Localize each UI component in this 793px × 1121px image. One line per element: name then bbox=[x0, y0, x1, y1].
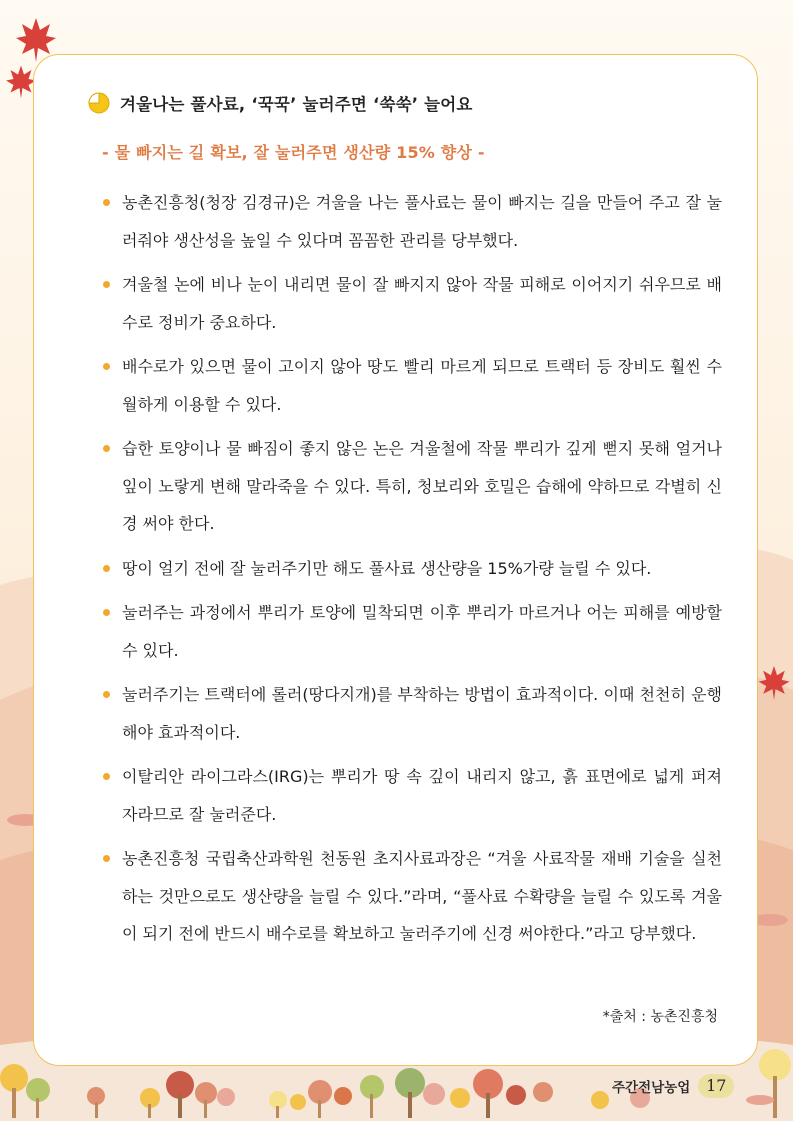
list-item: 눌러주기는 트랙터에 롤러(땅다지개)를 부착하는 방법이 효과적이다. 이때 천천히 운행해야 효과적이다. bbox=[102, 676, 722, 751]
list-item: 농촌진흥청 국립축산과학원 천동원 초지사료과장은 “겨울 사료작물 재배 기술을 실천하는 것만으로도 생산량을 늘릴 수 있다.”라며, “풀사료 수확량을 늘릴 수 있도록 겨울이 되기 전에 반드시 배수로를 확보하고 눌러주기에 신경 써야한다.”라고 당부했다. bbox=[102, 840, 722, 953]
list-item: 농촌진흥청(청장 김경규)은 겨울을 나는 풀사료는 물이 빠지는 길을 만들어 주고 잘 눌러줘야 생산성을 높일 수 있다며 꼼꼼한 관리를 당부했다. bbox=[102, 184, 722, 259]
maple-leaf-icon bbox=[757, 664, 791, 702]
page-number: 17 bbox=[698, 1074, 734, 1098]
article-heading bbox=[88, 87, 473, 119]
bullet-list bbox=[102, 184, 722, 960]
list-item: 겨울철 논에 비나 눈이 내리면 물이 잘 빠지지 않아 작물 피해로 이어지기 쉬우므로 배수로 정비가 중요하다. bbox=[102, 266, 722, 341]
page-footer bbox=[612, 1071, 734, 1101]
publication-name: 주간전남농업 bbox=[612, 1080, 691, 1096]
list-item: 눌러주는 과정에서 뿌리가 토양에 밀착되면 이후 뿌리가 마르거나 어는 피해를 예방할 수 있다. bbox=[102, 594, 722, 669]
article-title: 겨울나는 풀사료, ‘꾹꾹’ 눌러주면 ‘쑥쑥’ 늘어요 bbox=[120, 95, 473, 114]
list-item: 이탈리안 라이그라스(IRG)는 뿌리가 땅 속 깊이 내리지 않고, 흙 표면에로 넓게 퍼져 자라므로 잘 눌러준다. bbox=[102, 758, 722, 833]
list-item: 땅이 얼기 전에 잘 눌러주기만 해도 풀사료 생산량을 15%가량 늘릴 수 있다. bbox=[102, 550, 722, 588]
article-subtitle: - 물 빠지는 길 확보, 잘 눌러주면 생산량 15% 향상 - bbox=[102, 143, 485, 162]
list-item: 배수로가 있으면 물이 고이지 않아 땅도 빨리 마르게 되므로 트랙터 등 장비도 훨씬 수월하게 이용할 수 있다. bbox=[102, 348, 722, 423]
list-item: 습한 토양이나 물 빠짐이 좋지 않은 논은 겨울철에 작물 뿌리가 깊게 뻗지 못해 얼거나 잎이 노랗게 변해 말라죽을 수 있다. 특히, 청보리와 호밀은 습해에 약하므로 각별히 신경 써야 한다. bbox=[102, 430, 722, 543]
pie-chart-icon bbox=[88, 92, 110, 114]
source-note: *출처 : 농촌진흥청 bbox=[602, 1009, 718, 1025]
